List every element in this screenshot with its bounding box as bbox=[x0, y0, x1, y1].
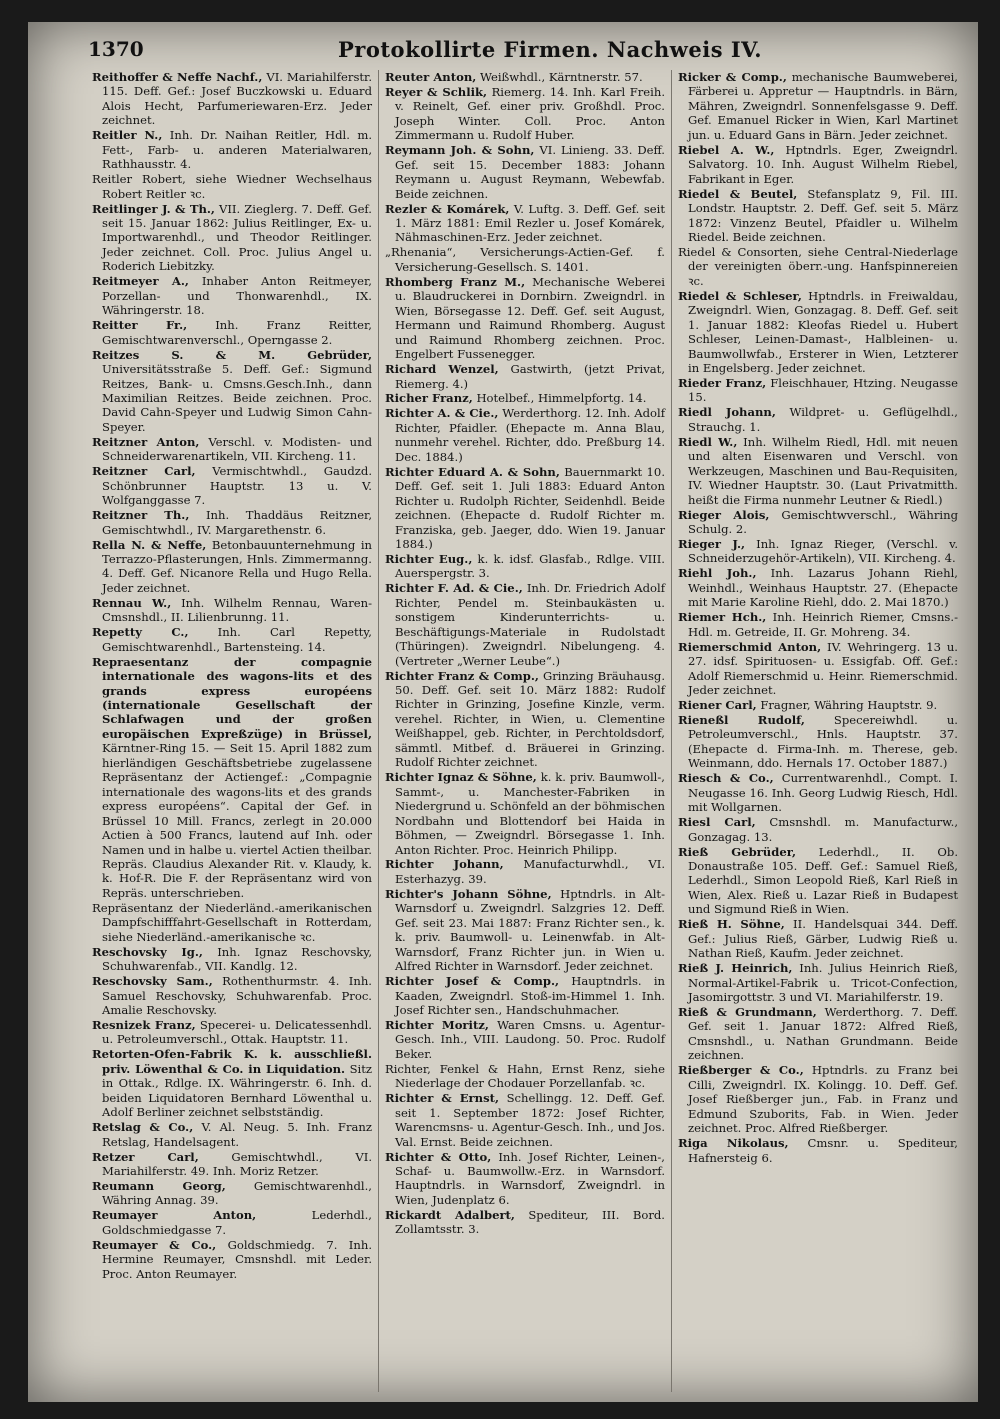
entry-text: Wildpret- u. Geflügelhdl., Strauchg. 1. bbox=[688, 405, 958, 434]
directory-entry bbox=[92, 318, 372, 347]
entry-text: Richter, Fenkel & Hahn, Ernst Renz, siehe Niederlage der Chodauer Porzellanfab. ꝛc. bbox=[385, 1061, 665, 1091]
directory-entry bbox=[92, 596, 372, 625]
directory-entry bbox=[92, 172, 372, 201]
directory-entry bbox=[92, 70, 372, 128]
directory-entry bbox=[385, 770, 665, 857]
firm-name: Richter Franz & Comp., bbox=[385, 668, 539, 683]
column-left bbox=[86, 70, 378, 1392]
directory-entry bbox=[678, 508, 958, 537]
entry-text: Cmsnr. u. Spediteur, Hafnersteig 6. bbox=[688, 1136, 958, 1165]
directory-entry bbox=[678, 1136, 958, 1165]
firm-name: Riemer Hch., bbox=[678, 610, 767, 625]
entry-text: Hauptndrls. in Kaaden, Zweigndrl. Stoß-im-Himmel 1. Inh. Josef Richter sen., Handschuhmacher. bbox=[395, 974, 665, 1017]
directory-entry bbox=[92, 274, 372, 317]
firm-name: Reitmeyer A., bbox=[92, 274, 189, 289]
firm-name: Richter Johann, bbox=[385, 857, 504, 872]
entry-text: Lederhdl., Goldschmiedgasse 7. bbox=[102, 1208, 372, 1237]
directory-entry bbox=[385, 974, 665, 1017]
firm-name: Riemerschmid Anton, bbox=[678, 639, 822, 654]
directory-entry bbox=[678, 1005, 958, 1063]
entry-text: Inh. Ignaz Rieger, (Verschl. v. Schneiderzugehör-Artikeln), VII. Kircheng. 4. bbox=[688, 537, 958, 566]
entry-text: IV. Wehringerg. 13 u. 27. idsf. Spirituosen- u. Essigfab. Off. Gef.: Adolf Riemerschmid u. Heinr. Riemerschmid. Jeder zeichnet. bbox=[688, 639, 958, 698]
firm-name: Rieneßl Rudolf, bbox=[678, 712, 805, 727]
entry-text: Schellingg. 12. Deff. Gef. seit 1. September 1872: Josef Richter, Warencmsns- u. Agentur-Gesch. Inh., und Jos. Val. Ernst. Beide zeichnen. bbox=[395, 1091, 666, 1149]
directory-entry bbox=[385, 1150, 665, 1208]
firm-name: Reitter Fr., bbox=[92, 318, 188, 333]
directory-entry bbox=[678, 405, 958, 434]
firm-name: Rieß J. Heinrich, bbox=[678, 961, 793, 976]
firm-name: Richter Eug., bbox=[385, 551, 473, 566]
firm-name: Riener Carl, bbox=[678, 697, 757, 712]
entry-text: mechanische Baumweberei, Färberei u. Appretur — Hauptndrls. in Bärn, Mähren, Zweigndrl. Sonnenfelsgasse 9. Deff. Gef. Emanuel Ricker in Wien, Karl Martinet jun. u. Eduard Gans in Bärn. Jeder zeichnet. bbox=[688, 70, 958, 142]
directory-columns bbox=[86, 70, 964, 1392]
directory-entry bbox=[92, 974, 372, 1017]
firm-name: Riedl W., bbox=[678, 434, 738, 449]
firm-name: Richter Josef & Comp., bbox=[385, 974, 560, 989]
directory-entry bbox=[678, 289, 958, 376]
firm-name: Riesl Carl, bbox=[678, 815, 756, 830]
firm-name: Rieß Gebrüder, bbox=[678, 844, 797, 859]
directory-entry bbox=[385, 362, 665, 391]
firm-name: Riedl Johann, bbox=[678, 405, 776, 420]
firm-name: Reymann Joh. & Sohn, bbox=[385, 143, 535, 158]
firm-name: Richter Eduard A. & Sohn, bbox=[385, 464, 560, 479]
directory-entry bbox=[92, 1208, 372, 1237]
firm-name: Rieger Alois, bbox=[678, 507, 770, 522]
firm-name: Reschovsky Ig., bbox=[92, 944, 203, 959]
firm-name: Retslag & Co., bbox=[92, 1120, 194, 1135]
directory-entry bbox=[678, 771, 958, 814]
entry-text: Vermischtwhdl., Gaudzd. Schönbrunner Hauptstr. 13 u. V. Wolfganggasse 7. bbox=[102, 464, 373, 508]
entry-text: Grinzing Bräuhausg. 50. Deff. Gef. seit 10. März 1882: Rudolf Richter in Grinzing, Josefine Kinzle, verm. verehel. Richter, in Wien, u. Clementine Weißhappel, geb. Richter, in Perchtoldsdorf, sämmtl. Mitbef. d. Bräuerei in Grinzing. Rudolf Richter zeichnet. bbox=[395, 668, 666, 770]
directory-entry bbox=[92, 1047, 372, 1119]
directory-entry bbox=[385, 406, 665, 464]
directory-entry bbox=[92, 348, 372, 435]
entry-text: Currentwarenhdl., Compt. I. Neugasse 16. Inh. Georg Ludwig Riesch, Hdl. mit Wollgarnen. bbox=[688, 771, 958, 815]
entry-text: Specereiwhdl. u. Petroleumverschl., Hnls. Hauptstr. 37. (Ehepacte d. Firma-Inh. m. Therese, geb. Weinmann, ddo. Hernals 17. October 1887.) bbox=[688, 712, 958, 771]
firm-name: Reitzner Carl, bbox=[92, 464, 196, 479]
firm-name: Richter's Johann Söhne, bbox=[385, 886, 552, 901]
page-header bbox=[88, 32, 938, 66]
entry-text: Waren Cmsns. u. Agentur-Gesch. Inh., VIII. Laudong. 50. Proc. Rudolf Beker. bbox=[395, 1017, 665, 1061]
directory-entry bbox=[678, 961, 958, 1004]
entry-text: Werderthorg. 12. Inh. Adolf Richter, Pfaidler. (Ehepacte m. Anna Blau, nunmehr verehel. Richter, ddo. Preßburg 14. Dec. 1884.) bbox=[395, 406, 666, 464]
directory-entry bbox=[385, 857, 665, 886]
entry-text: Kärntner-Ring 15. — Seit 15. April 1882 zum hierländigen Geschäftsbetriebe zugelassene Repräsentanz der Actiengef.: „Compagnie internationale des wagons-lits et des grands express européens“. Capital der Gef. in Brüssel 10 Mill. Francs, zerlegt in 20.000 Actien à 500 Francs, lautend auf Inh. oder Namen und in halbe u. viertel Actien theilbar. Repräs. Claudius Alexander Rit. v. Klaudy, k. k. Hof-R. Die F. der Repräsentanz wird von Repräs. unterschrieben. bbox=[102, 741, 372, 900]
firm-name: Rieß H. Söhne, bbox=[678, 917, 785, 932]
entry-text: Goldschmiedg. 7. Inh. Hermine Reumayer, Cmsnshdl. mit Leder. Proc. Anton Reumayer. bbox=[102, 1237, 373, 1281]
directory-entry bbox=[385, 85, 665, 143]
entry-text: Gastwirth, (jetzt Privat, Riemerg. 4.) bbox=[395, 362, 666, 391]
entry-text: Verschl. v. Modisten- und Schneiderwarenartikeln, VII. Kircheng. 11. bbox=[102, 434, 372, 464]
firm-name: Reuter Anton, bbox=[385, 70, 477, 84]
entry-text: Stefansplatz 9, Fil. III. Londstr. Hauptstr. 2. Deff. Gef. seit 5. März 1872: Vinzenz Beutel, Pfaidler u. Wilhelm Riedel. Beide zeichnen. bbox=[688, 186, 959, 244]
directory-entry bbox=[92, 1238, 372, 1281]
entry-text: Inh. Franz Reitter, Gemischtwarenverschl., Operngasse 2. bbox=[102, 318, 372, 347]
firm-name: Retzer Carl, bbox=[92, 1149, 199, 1164]
directory-entry bbox=[678, 698, 958, 712]
entry-text: Hotelbef., Himmelpfortg. 14. bbox=[476, 391, 647, 406]
firm-name: Riedel & Schleser, bbox=[678, 288, 802, 303]
directory-entry bbox=[385, 887, 665, 974]
firm-name: Richter Moritz, bbox=[385, 1017, 489, 1032]
entry-text: Hptndrls. in Alt-Warnsdorf u. Zweigndrl. Salzgries 12. Deff. Gef. seit 23. Mai 1887: Franz Richter sen., k. k. priv. Baumwoll- u. Leinenwfab. in Alt-Warnsdorf, Franz Richter jun. in Wien u. Alfred Richter in Warnsdorf. Jeder zeichnet. bbox=[395, 886, 665, 974]
firm-name: Reumayer Anton, bbox=[92, 1208, 257, 1223]
firm-name: Reitlinger J. & Th., bbox=[92, 201, 215, 216]
firm-name: Ricker & Comp., bbox=[678, 70, 787, 84]
directory-entry bbox=[678, 245, 958, 288]
directory-entry bbox=[385, 1062, 665, 1091]
entry-text: Inh. Ignaz Reschovsky, Schuhwarenfab., VII. Kandlg. 12. bbox=[102, 944, 372, 974]
directory-entry bbox=[385, 465, 665, 552]
entry-text: II. Handelsquai 344. Deff. Gef.: Julius Rieß, Gärber, Ludwig Rieß u. Nathan Rieß, Kaufm. Jeder zeichnet. bbox=[688, 917, 959, 961]
entry-text: Werderthorg. 7. Deff. Gef. seit 1. Januar 1872: Alfred Rieß, Cmsnshdl., u. Nathan Grundmann. Beide zeichnen. bbox=[688, 1005, 958, 1063]
entry-text: Inh. Heinrich Riemer, Cmsns.-Hdl. m. Getreide, II. Gr. Mohreng. 34. bbox=[688, 610, 958, 639]
directory-entry bbox=[385, 1091, 665, 1149]
entry-text: Manufacturwhdl., VI. Esterhazyg. 39. bbox=[395, 857, 666, 886]
firm-name: Rickardt Adalbert, bbox=[385, 1207, 515, 1222]
entry-text: Inh. Carl Repetty, Gemischtwarenhdl., Bartensteing. 14. bbox=[102, 625, 372, 654]
entry-text: Bauernmarkt 10. Deff. Gef. seit 1. Juli 1883: Eduard Anton Richter u. Rudolph Richter, Seidenhdl. Beide zeichnen. (Ehepacte d. Rudolf Richter m. Franziska, geb. Jaeger, ddo. Wien 19. Januar 1884.) bbox=[395, 464, 665, 551]
directory-entry bbox=[678, 537, 958, 566]
directory-entry bbox=[385, 552, 665, 581]
entry-text: Fragner, Währing Hauptstr. 9. bbox=[760, 697, 938, 712]
directory-entry bbox=[678, 187, 958, 245]
directory-entry bbox=[92, 1150, 372, 1179]
entry-text: VI. Mariahilferstr. 115. Deff. Gef.: Josef Buczkowski u. Eduard Alois Hecht, Parfumeriewaren-Erz. Jeder zeichnet. bbox=[102, 70, 373, 128]
directory-entry bbox=[678, 70, 958, 142]
firm-name: Reschovsky Sam., bbox=[92, 974, 213, 989]
firm-name: Retorten-Ofen-Fabrik K. k. ausschließl. priv. Löwenthal & Co. in Liquidation. bbox=[92, 1047, 372, 1076]
entry-text: Inh. Julius Heinrich Rieß, Normal-Artikel-Fabrik u. Tricot-Confection, Jasomirgottstr. 3 und VI. Mariahilferstr. 19. bbox=[688, 961, 958, 1005]
directory-entry bbox=[678, 435, 958, 507]
directory-entry bbox=[385, 1208, 665, 1237]
directory-entry bbox=[385, 391, 665, 405]
firm-name: Rießberger & Co., bbox=[678, 1063, 804, 1078]
firm-name: Reumayer & Co., bbox=[92, 1237, 217, 1252]
entry-text: Inhaber Anton Reitmeyer, Porzellan- und Thonwarenhdl., IX. Währingerstr. 18. bbox=[102, 274, 372, 318]
directory-entry bbox=[678, 610, 958, 639]
entry-text: Spediteur, III. Bord. Zollamtsstr. 3. bbox=[395, 1207, 665, 1237]
directory-entry bbox=[92, 435, 372, 464]
directory-entry bbox=[385, 70, 665, 84]
entry-text: Lederhdl., II. Ob. Donaustraße 105. Deff. Gef.: Samuel Rieß, Lederhdl., Simon Leopold Rieß, Karl Rieß in Wien, Alex. Rieß u. Lazar Rieß in Budapest und Sigmund Rieß in Wien. bbox=[688, 844, 959, 917]
firm-name: Richter A. & Cie., bbox=[385, 406, 499, 421]
entry-text: V. Luftg. 3. Deff. Gef. seit 1. März 1881: Emil Rezler u. Josef Komárek, Nähmaschinen-Erz. Jeder zeichnet. bbox=[395, 201, 665, 245]
firm-name: Reithoffer & Neffe Nachf., bbox=[92, 70, 263, 84]
entry-text: Rothenthurmstr. 4. Inh. Samuel Reschovsky, Schuhwarenfab. Proc. Amalie Reschovsky. bbox=[102, 974, 372, 1017]
column-right bbox=[671, 70, 964, 1392]
entry-text: „Rhenania“, Versicherungs-Actien-Gef. f. Versicherung-Gesellsch. S. 1401. bbox=[385, 245, 665, 274]
firm-name: Repetty C., bbox=[92, 625, 189, 640]
directory-entry bbox=[92, 1120, 372, 1149]
entry-text: VII. Zieglerg. 7. Deff. Gef. seit 15. Januar 1862: Julius Reitlinger, Ex- u. Importwarenhdl., und Theodor Reitlinger. Jeder zeichnet. Coll. Proc. Julius Angel u. Roderich Liebitzky. bbox=[102, 201, 372, 274]
firm-name: Riedel & Beutel, bbox=[678, 186, 798, 201]
firm-name: Rieß & Grundmann, bbox=[678, 1005, 817, 1019]
directory-entry bbox=[92, 945, 372, 974]
firm-name: Reitler N., bbox=[92, 128, 163, 143]
entry-text: Hptndrls. zu Franz bei Cilli, Zweigndrl. IX. Kolingg. 10. Deff. Gef. Josef Rießberger jun., Fab. in Franz und Edmund Szuborits, Fab. in Wien. Jeder zeichnet. Proc. Alfred Rießberger. bbox=[688, 1063, 958, 1136]
entry-text: Universitätsstraße 5. Deff. Gef.: Sigmund Reitzes, Bank- u. Cmsns.Gesch.Inh., dann Maximilian Reitzes. Beide zeichnen. Proc. David Cahn-Speyer und Ludwig Simon Cahn-Speyer. bbox=[102, 362, 372, 434]
column-middle bbox=[378, 70, 671, 1392]
entry-text: Hptndrls. Eger, Zweigndrl. Salvatorg. 10. Inh. August Wilhelm Riebel, Fabrikant in Eger. bbox=[688, 142, 958, 186]
entry-text: V. Al. Neug. 5. Inh. Franz Retslag, Handelsagent. bbox=[102, 1120, 372, 1149]
entry-text: Betonbauunternehmung in Terrazzo-Pflasterungen, Hnls. Zimmermanng. 4. Deff. Gef. Nicanore Rella und Hugo Rella. Jeder zeichnet. bbox=[102, 537, 373, 595]
directory-entry bbox=[92, 538, 372, 596]
entry-text: Fleischhauer, Htzing. Neugasse 15. bbox=[688, 376, 958, 405]
entry-text: Cmsnshdl. m. Manufacturw., Gonzagag. 13. bbox=[688, 815, 959, 844]
firm-name: Reitzner Th., bbox=[92, 508, 190, 523]
directory-entry bbox=[92, 508, 372, 537]
directory-entry bbox=[385, 275, 665, 362]
directory-entry bbox=[678, 566, 958, 609]
directory-entry bbox=[678, 1063, 958, 1135]
entry-text: Weißwhdl., Kärntnerstr. 57. bbox=[479, 70, 643, 84]
firm-name: Rieder Franz, bbox=[678, 376, 767, 391]
directory-entry bbox=[92, 625, 372, 654]
firm-name: Rella N. & Neffe, bbox=[92, 537, 207, 552]
entry-text: Inh. Thaddäus Reitzner, Gemischtwhdl., IV. Margarethenstr. 6. bbox=[102, 508, 373, 537]
entry-text: Specerei- u. Delicatessenhdl. u. Petroleumverschl., Ottak. Hauptstr. 11. bbox=[102, 1017, 372, 1047]
firm-name: Resnizek Franz, bbox=[92, 1017, 196, 1032]
page-number: 1370 bbox=[88, 37, 144, 61]
directory-entry bbox=[92, 202, 372, 274]
directory-entry bbox=[678, 143, 958, 186]
directory-entry bbox=[385, 143, 665, 201]
firm-name: Reumann Georg, bbox=[92, 1178, 226, 1193]
directory-entry bbox=[92, 655, 372, 901]
entry-text: Repräsentanz der Niederländ.-amerikanischen Dampfschifffahrt-Gesellschaft in Rotterdam, siehe Niederländ.-amerikanische ꝛc. bbox=[92, 900, 372, 944]
entry-text: k. k. priv. Baumwoll-, Sammt-, u. Manchester-Fabriken in Niedergrund u. Schönfeld an der böhmischen Nordbahn und Blottendorf bei Haida in Böhmen, — Zweigndrl. Börsegasse 1. Inh. Anton Richter. Proc. Heinrich Philipp. bbox=[395, 770, 665, 857]
directory-entry bbox=[385, 245, 665, 274]
entry-text: Gemischtwarenhdl., Währing Annag. 39. bbox=[102, 1178, 372, 1208]
firm-name: Riehl Joh., bbox=[678, 566, 757, 581]
entry-text: Inh. Wilhelm Rennau, Waren-Cmsnshdl., II. Lilienbrunng. 11. bbox=[102, 595, 373, 625]
firm-name: Rhomberg Franz M., bbox=[385, 274, 526, 289]
entry-text: VI. Linieng. 33. Deff. Gef. seit 15. December 1883: Johann Reymann u. August Reymann, Webewfab. Beide zeichnen. bbox=[395, 143, 665, 201]
directory-entry bbox=[92, 128, 372, 171]
firm-name: Riebel A. W., bbox=[678, 142, 775, 157]
directory-entry bbox=[678, 845, 958, 917]
firm-name: Rieger J., bbox=[678, 537, 746, 551]
entry-text: Riemerg. 14. Inh. Karl Freih. v. Reinelt, Gef. einer priv. Großhdl. Proc. Joseph Winter. Coll. Proc. Anton Zimmermann u. Rudolf Huber. bbox=[395, 84, 666, 143]
entry-text: Riedel & Consorten, siehe Central-Niederlage der vereinigten öberr.-ung. Hanfspinnereien ꝛc. bbox=[678, 244, 958, 288]
firm-name: Riga Nikolaus, bbox=[678, 1136, 789, 1151]
entry-text: Inh. Dr. Naihan Reitler, Hdl. m. Fett-, Farb- u. anderen Materialwaren, Rathhausstr. 4. bbox=[102, 128, 372, 172]
directory-entry bbox=[385, 1018, 665, 1061]
directory-entry bbox=[92, 1179, 372, 1208]
firm-name: Reitzner Anton, bbox=[92, 434, 200, 449]
entry-text: Gemischtwhdl., VI. Mariahilferstr. 49. Inh. Moriz Retzer. bbox=[102, 1149, 373, 1178]
firm-name: Richter & Otto, bbox=[385, 1149, 492, 1164]
directory-entry bbox=[385, 202, 665, 245]
entry-text: Inh. Dr. Friedrich Adolf Richter, Pendel m. Steinbaukästen u. sonstigem Kinderunterrichts- u. Beschäftigungs-Materiale in Rudolstadt (Thüringen). Zweigndrl. Nibelungeng. 4. (Vertreter „Werner Leube“.) bbox=[395, 581, 665, 668]
directory-entry bbox=[678, 640, 958, 698]
firm-name: Repraesentanz der compagnie internationale des wagons-lits et des grands express européens (internationale Gesellschaft der Schlafwagen und der großen europäischen Expreßzüge) in Brüssel, bbox=[92, 654, 372, 741]
firm-name: Richter F. Ad. & Cie., bbox=[385, 581, 523, 596]
firm-name: Reitzes S. & M. Gebrüder, bbox=[92, 347, 372, 362]
directory-entry bbox=[678, 815, 958, 844]
firm-name: Rennau W., bbox=[92, 595, 172, 610]
entry-text: Inh. Lazarus Johann Riehl, Weinhdl., Weinhaus Hauptstr. 27. (Ehepacte mit Marie Karoline Riehl, ddo. 2. Mai 1870.) bbox=[688, 566, 958, 610]
entry-text: Sitz in Ottak., Rdlge. IX. Währingerstr. 6. Inh. d. beiden Liquidatoren Bernhard Löwenthal u. Adolf Berliner zeichnet selbstständig. bbox=[102, 1061, 372, 1120]
directory-entry bbox=[92, 464, 372, 507]
firm-name: Richter Ignaz & Söhne, bbox=[385, 770, 537, 785]
entry-text: k. k. idsf. Glasfab., Rdlge. VIII. Auerspergstr. 3. bbox=[395, 551, 665, 581]
entry-text: Gemischtwverschl., Währing Schulg. 2. bbox=[688, 507, 958, 537]
directory-entry bbox=[92, 901, 372, 944]
directory-entry bbox=[678, 917, 958, 960]
firm-name: Reyer & Schlik, bbox=[385, 84, 488, 99]
document-page bbox=[28, 22, 978, 1402]
directory-entry bbox=[385, 581, 665, 668]
directory-entry bbox=[678, 713, 958, 771]
entry-text: Reitler Robert, siehe Wiedner Wechselhaus Robert Reitler ꝛc. bbox=[92, 172, 372, 201]
running-title: Protokollirte Firmen. Nachweis IV. bbox=[338, 36, 763, 62]
entry-text: Hptndrls. in Freiwaldau, Zweigndrl. Wien, Gonzagag. 8. Deff. Gef. seit 1. Januar 1882: Kleofas Riedel u. Hubert Schleser, Leinen-Damast-, Halbleinen- u. Baumwollwfab., Ersterer in Wien, Letzterer in Engelsberg. Jeder zeichnet. bbox=[688, 288, 958, 376]
firm-name: Richard Wenzel, bbox=[385, 362, 499, 377]
firm-name: Rezler & Komárek, bbox=[385, 201, 510, 216]
entry-text: Inh. Wilhelm Riedl, Hdl. mit neuen und alten Eisenwaren und Verschl. von Werkzeugen, Maschinen und Bau-Requisiten, IV. Wiedner Hauptstr. 30. (Laut Privatmitth. heißt die Firma nunmehr Leutner & Riedl.) bbox=[688, 434, 958, 507]
entry-text: Mechanische Weberei u. Blaudruckerei in Dornbirn. Zweigndrl. in Wien, Börsegasse 12. Deff. Gef. seit August, Hermann und Raimund Rhomberg. August und Raimund Rhomberg zeichnen. Proc. Engelbert Fussenegger. bbox=[395, 274, 665, 362]
directory-entry bbox=[678, 376, 958, 405]
firm-name: Richer Franz, bbox=[385, 391, 473, 406]
firm-name: Richter & Ernst, bbox=[385, 1091, 499, 1106]
directory-entry bbox=[92, 1018, 372, 1047]
directory-entry bbox=[385, 669, 665, 770]
entry-text: Inh. Josef Richter, Leinen-, Schaf- u. Baumwollw.-Erz. in Warnsdorf. Hauptndrls. in Warnsdorf, Zweigndrl. in Wien, Judenplatz 6. bbox=[395, 1149, 665, 1207]
firm-name: Riesch & Co., bbox=[678, 771, 774, 786]
